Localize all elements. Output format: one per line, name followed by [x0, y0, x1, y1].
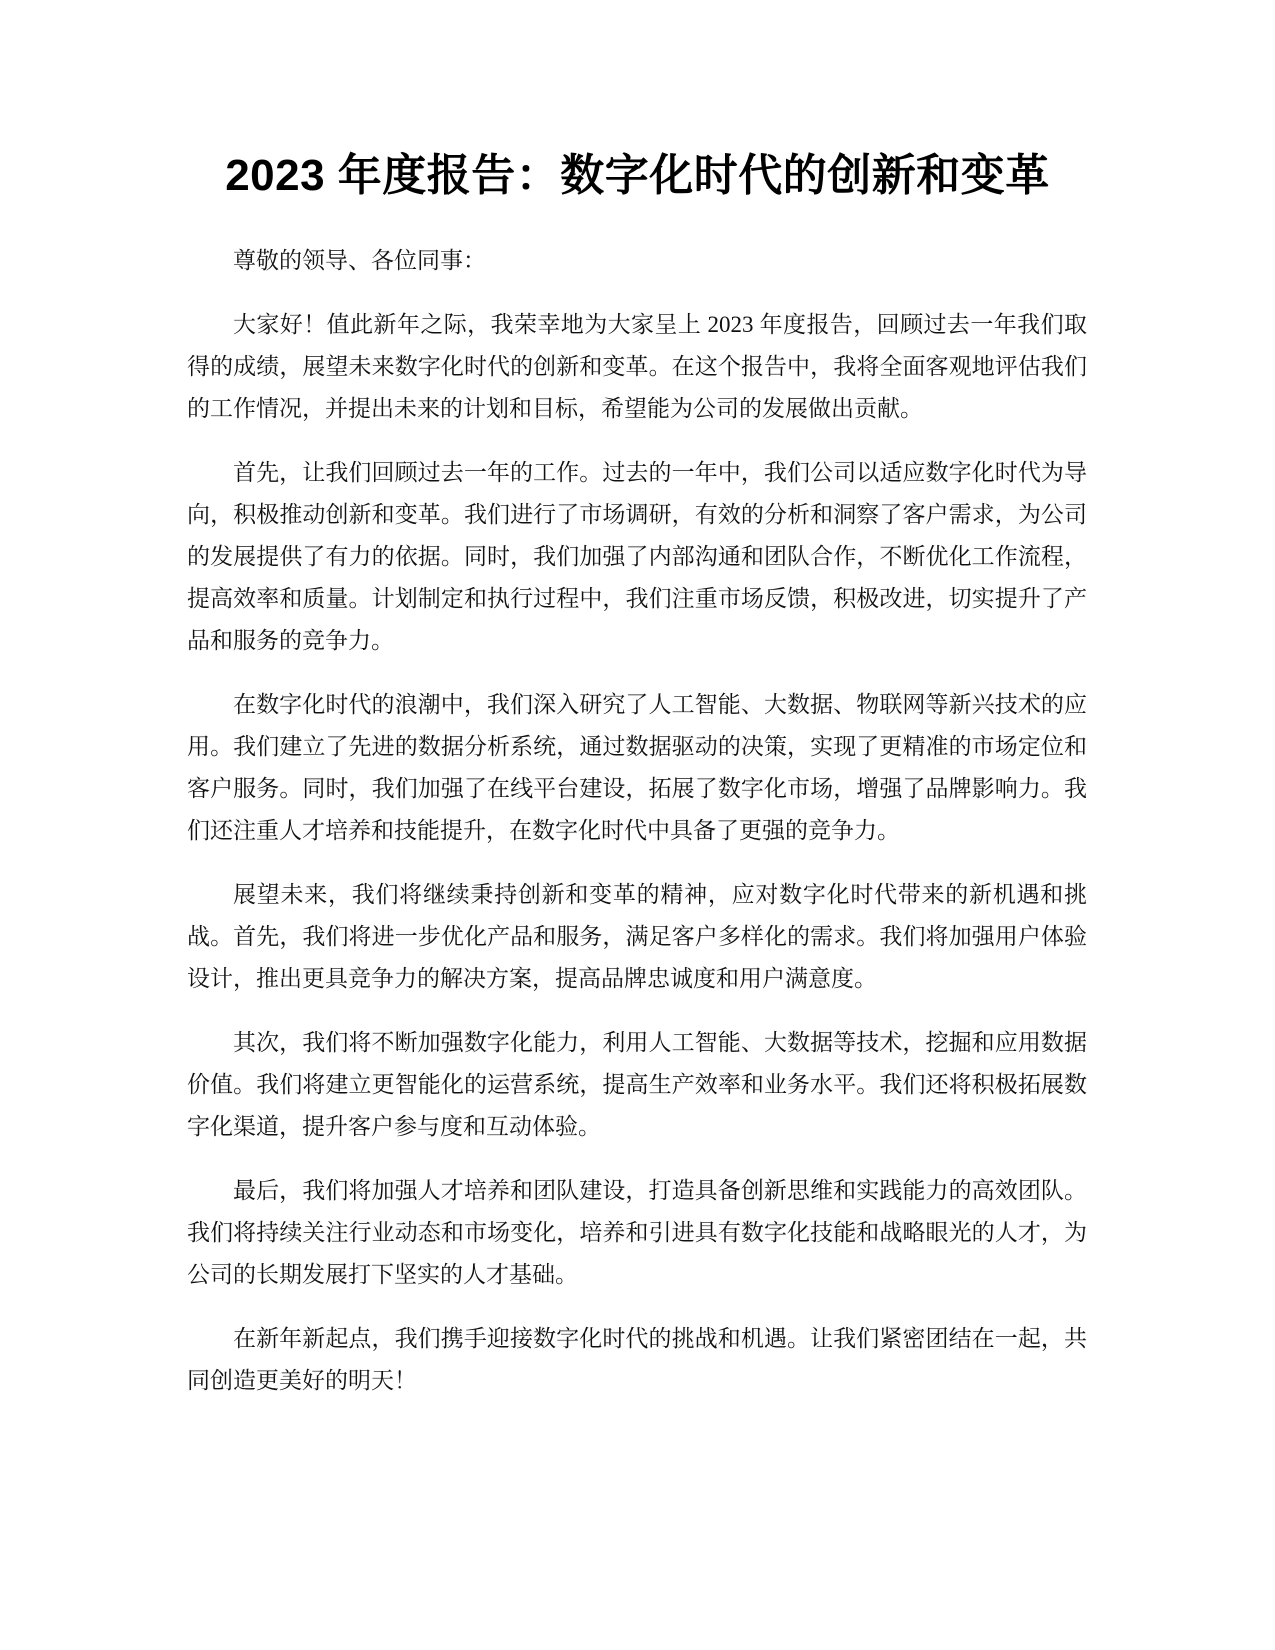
paragraph-talent: 最后，我们将加强人才培养和团队建设，打造具备创新思维和实践能力的高效团队。我们将持续关注行业动态和市场变化，培养和引进具有数字化技能和战略眼光的人才，为公司的长期发展打下坚实的人才基础。 [187, 1178, 1087, 1287]
paragraph-digital-tech: 在数字化时代的浪潮中，我们深入研究了人工智能、大数据、物联网等新兴技术的应用。我们建立了先进的数据分析系统，通过数据驱动的决策，实现了更精准的市场定位和客户服务。同时，我们加强了在线平台建设，拓展了数字化市场，增强了品牌影响力。我们还注重人才培养和技能提升，在数字化时代中具备了更强的竞争力。 [187, 692, 1087, 843]
paragraph-salutation: 尊敬的领导、各位同事： [233, 248, 486, 273]
document-body [187, 240, 1087, 1424]
document-title: 2023 年度报告：数字化时代的创新和变革 [225, 151, 1050, 200]
paragraph-review: 首先，让我们回顾过去一年的工作。过去的一年中，我们公司以适应数字化时代为导向，积极推动创新和变革。我们进行了市场调研，有效的分析和洞察了客户需求，为公司的发展提供了有力的依据。同时，我们加强了内部沟通和团队合作，不断优化工作流程，提高效率和质量。计划制定和执行过程中，我们注重市场反馈，积极改进，切实提升了产品和服务的竞争力。 [187, 460, 1087, 653]
paragraph-greeting: 大家好！值此新年之际，我荣幸地为大家呈上 2023 年度报告，回顾过去一年我们取得的成绩，展望未来数字化时代的创新和变革。在这个报告中，我将全面客观地评估我们的工作情况，并提出未来的计划和目标，希望能为公司的发展做出贡献。 [187, 312, 1087, 421]
paragraph-digital-capability: 其次，我们将不断加强数字化能力，利用人工智能、大数据等技术，挖掘和应用数据价值。我们将建立更智能化的运营系统，提高生产效率和业务水平。我们还将积极拓展数字化渠道，提升客户参与度和互动体验。 [187, 1030, 1087, 1139]
paragraph-outlook: 展望未来，我们将继续秉持创新和变革的精神，应对数字化时代带来的新机遇和挑战。首先，我们将进一步优化产品和服务，满足客户多样化的需求。我们将加强用户体验设计，推出更具竞争力的解决方案，提高品牌忠诚度和用户满意度。 [187, 882, 1087, 991]
paragraph-closing: 在新年新起点，我们携手迎接数字化时代的挑战和机遇。让我们紧密团结在一起，共同创造更美好的明天！ [187, 1326, 1087, 1393]
